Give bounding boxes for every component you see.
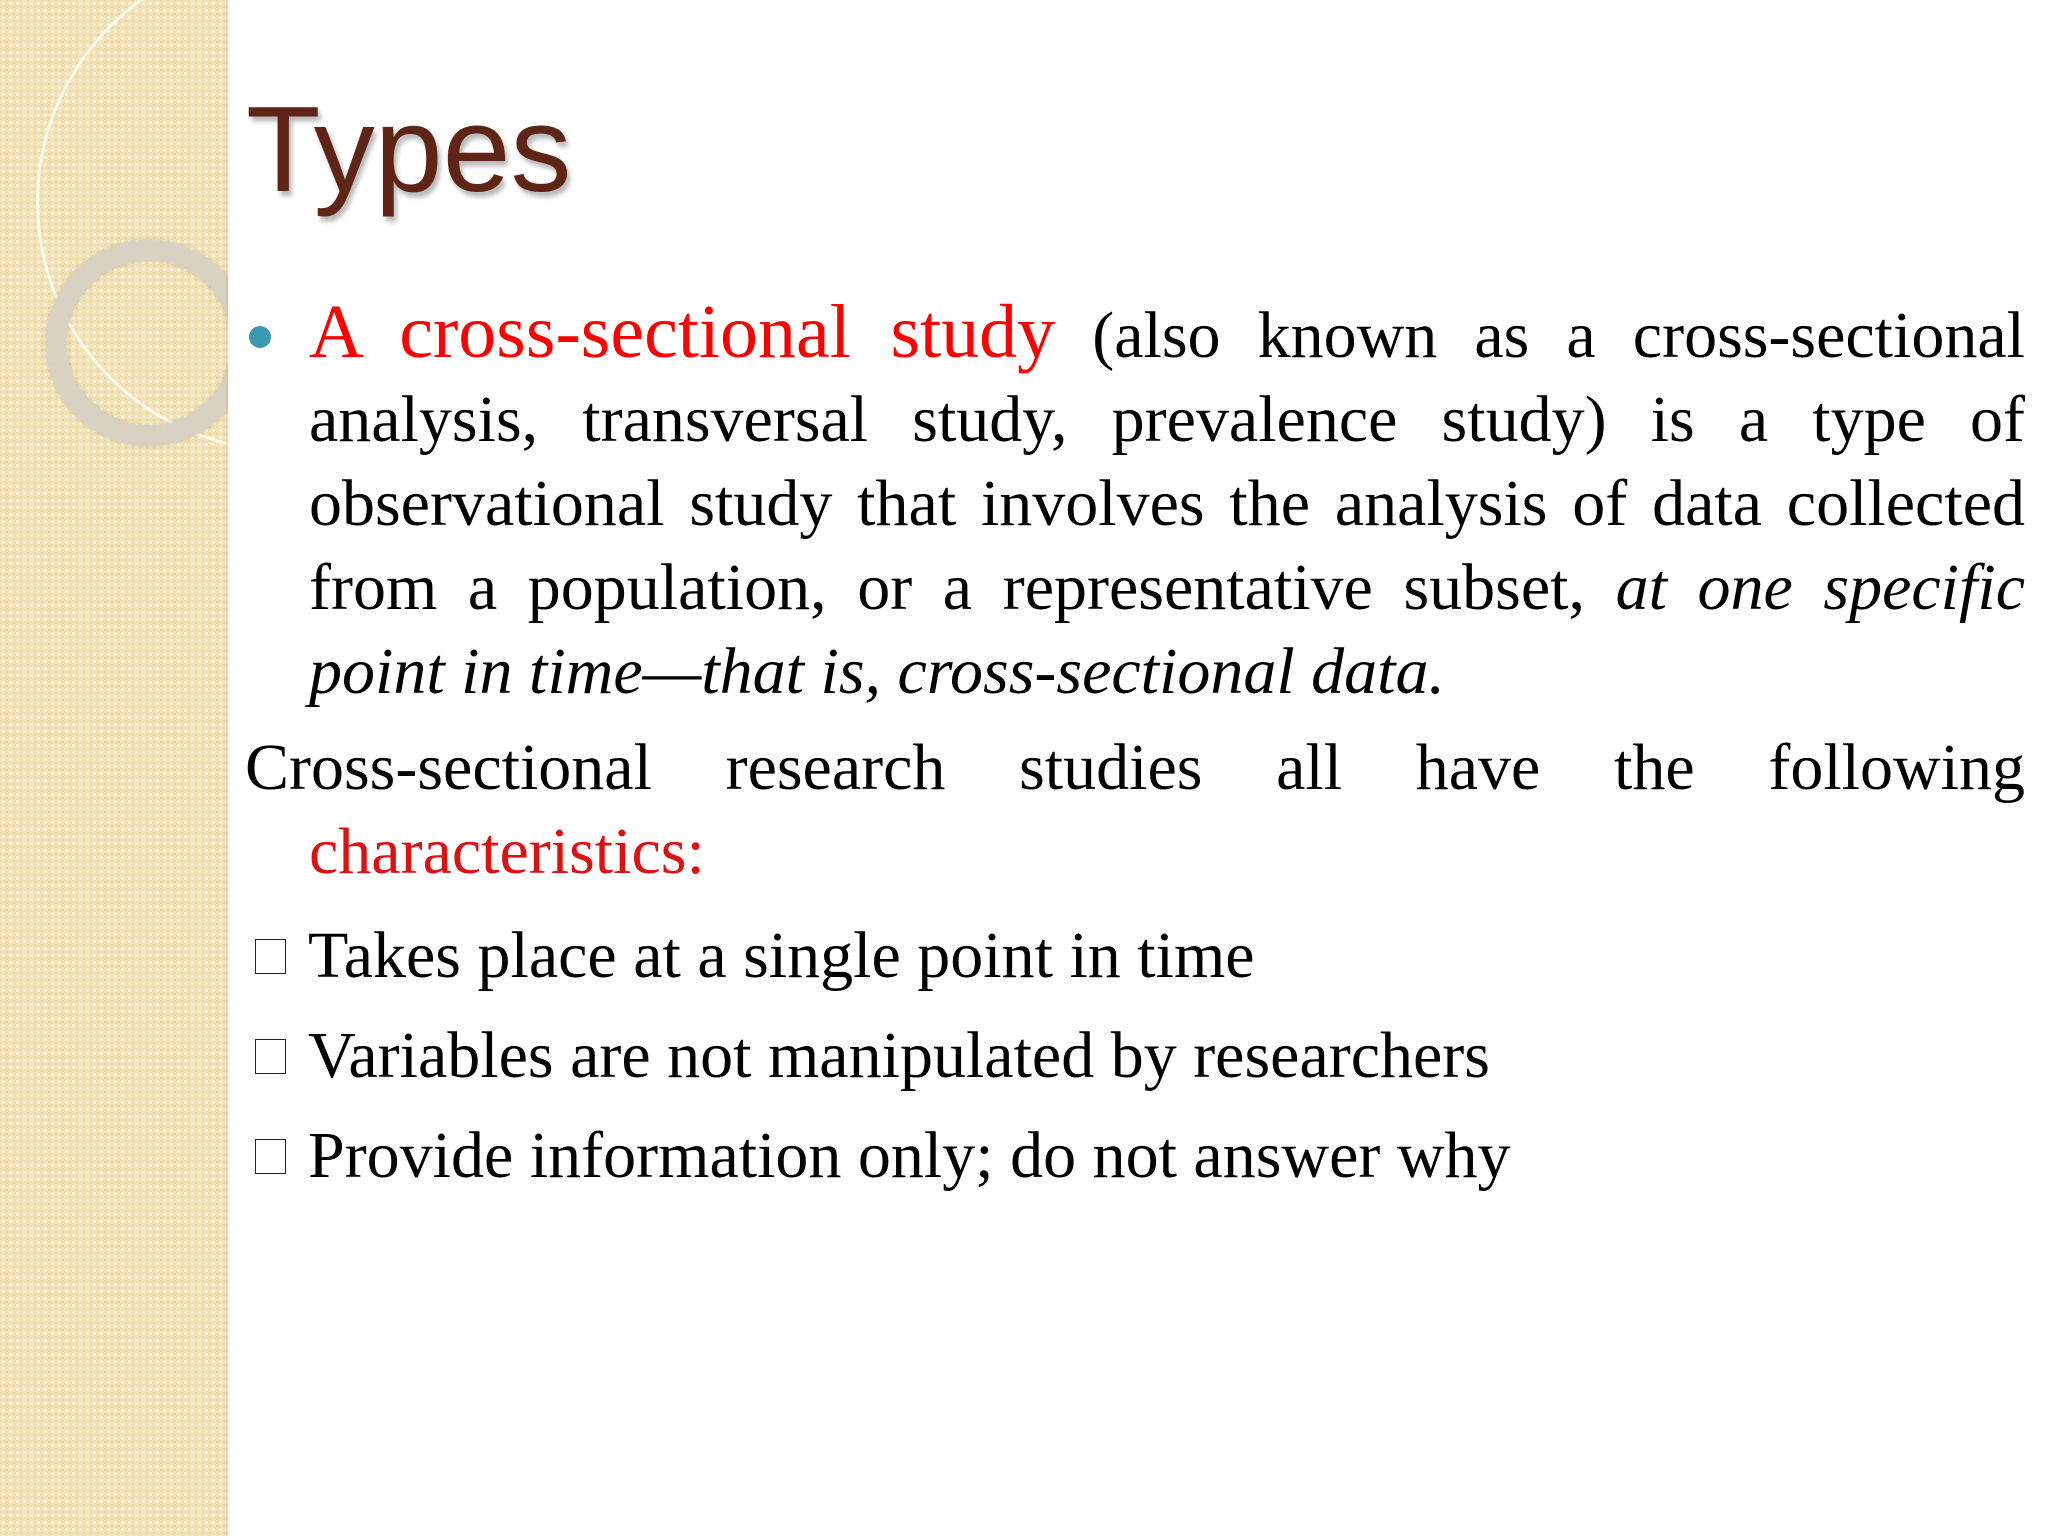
checkbox-glyph-icon <box>255 1039 286 1074</box>
slide-content <box>245 290 2025 1206</box>
decorative-rings <box>0 0 228 1536</box>
list-item <box>245 906 2025 1006</box>
characteristics-intro-text: Cross-sectional research studies all have the following <box>245 731 2025 804</box>
list-item <box>245 1006 2025 1106</box>
checkbox-glyph-icon <box>255 939 286 974</box>
list-item <box>245 1106 2025 1206</box>
slide-title: Types <box>246 81 572 217</box>
decorative-side-panel <box>0 0 228 1536</box>
definition-bullet <box>245 290 2025 714</box>
characteristics-highlight: characteristics: <box>309 815 705 888</box>
list-item-text: Takes place at a single point in time <box>308 919 1255 992</box>
checkbox-glyph-icon <box>255 1139 286 1174</box>
characteristics-list <box>245 906 2025 1206</box>
definition-lead: A cross-sectional study <box>309 290 1056 374</box>
side-panel-edge <box>226 0 230 1536</box>
characteristics-intro <box>245 726 2025 894</box>
list-item-text: Variables are not manipulated by researchers <box>308 1019 1490 1092</box>
list-item-text: Provide information only; do not answer why <box>308 1119 1511 1192</box>
bullet-dot-icon <box>249 326 271 348</box>
definition-italic: at one specific point in time—that is, cross-sectional data. <box>309 551 2025 708</box>
definition-body: (also known as a cross-sectional analysis, transversal study, prevalence study) is a type of observational study that involves the analysis of data collected from a population, or a representative subset, <box>309 299 2025 624</box>
